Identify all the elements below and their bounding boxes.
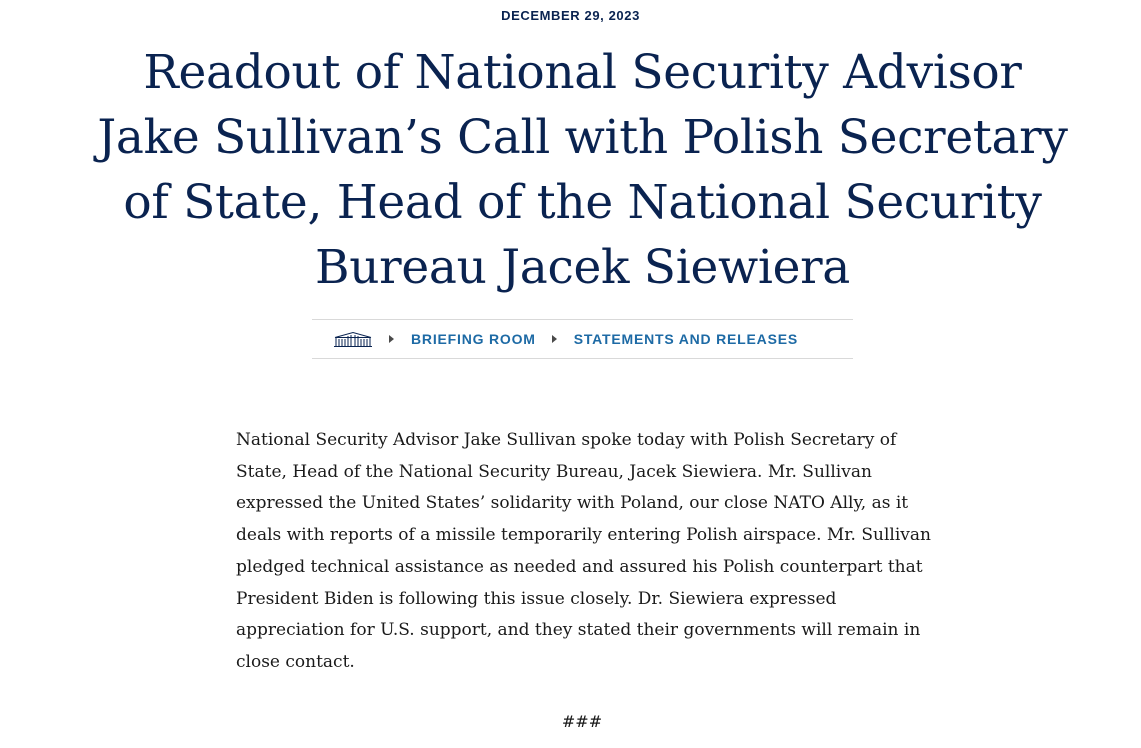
white-house-icon[interactable] [333, 331, 373, 348]
publish-date: DECEMBER 29, 2023 [501, 8, 640, 23]
article-body: National Security Advisor Jake Sullivan spoke today with Polish Secretary of State, Head of the National Security Bureau, Jacek Siewiera. Mr. Sullivan expressed the United States’ solidarity with Poland, our close NATO Ally, as it deals with reports of a missile temporarily entering Polish airspace. Mr. Sullivan pledged technical assistance as needed and assured his Polish counterpart that President Biden is following this issue closely. Dr. Siewiera expressed appreciation for U.S. support, and they stated their governments will remain in close contact. [236, 430, 931, 672]
page-title: Readout of National Security Advisor Jake Sullivan’s Call with Polish Secretary of State, Head of the National Security Bureau Jacek Siewiera [97, 45, 1068, 295]
chevron-right-icon [552, 335, 557, 343]
end-mark: ### [561, 712, 603, 731]
chevron-right-icon [389, 335, 394, 343]
breadcrumb [312, 319, 853, 359]
white-house-icon-graphic [333, 331, 373, 348]
breadcrumb-statements-and-releases[interactable]: STATEMENTS AND RELEASES [573, 331, 798, 347]
breadcrumb-briefing-room[interactable]: BRIEFING ROOM [411, 331, 536, 347]
